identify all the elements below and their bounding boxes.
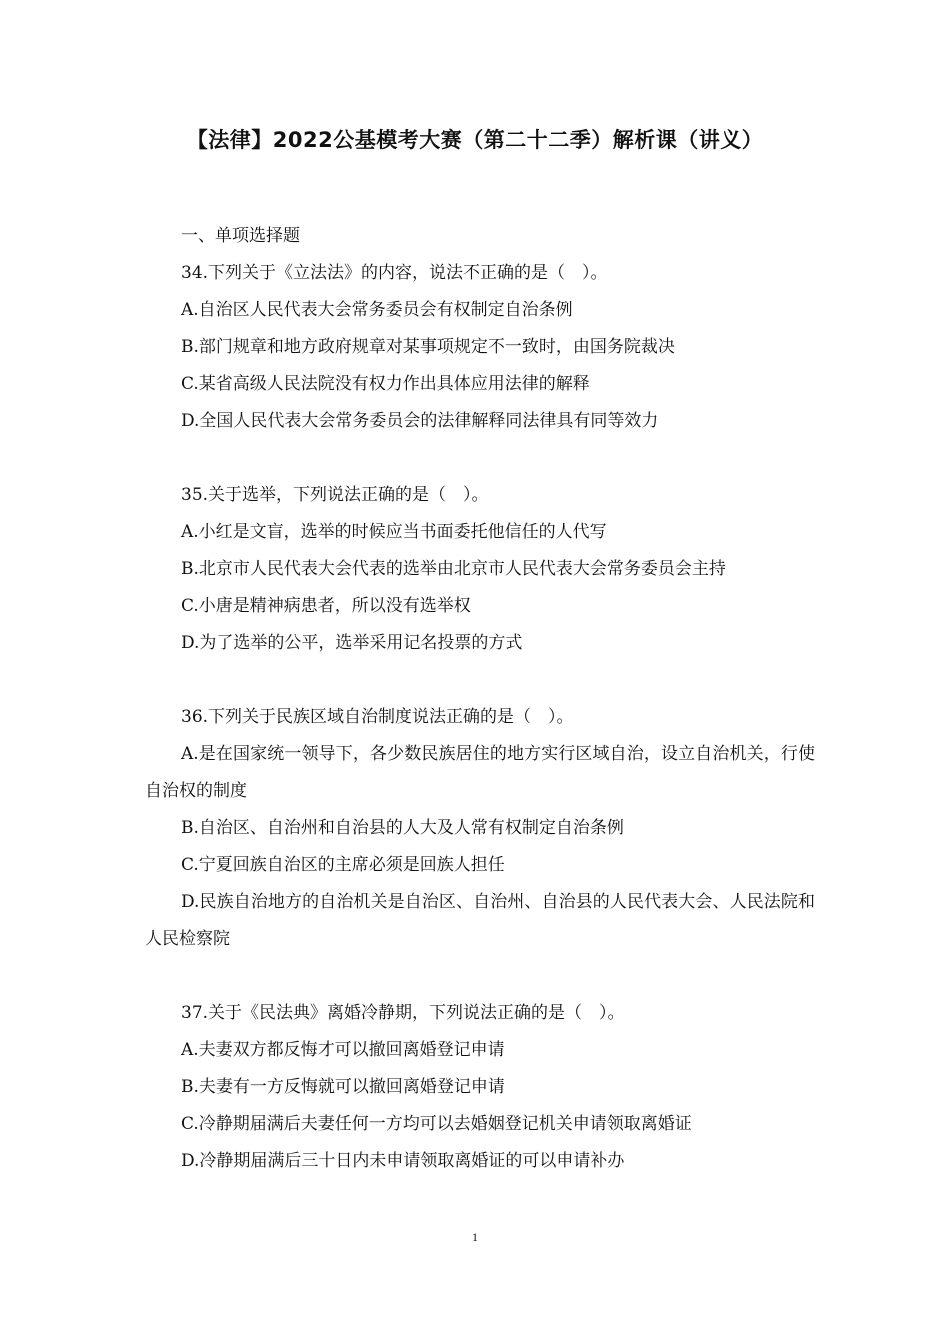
question-36 [145, 699, 815, 958]
option-a: A.小红是文盲，选举的时候应当书面委托他信任的人代写 [181, 522, 607, 542]
option-b: B.自治区、自治州和自治县的人大及人常有权制定自治条例 [181, 818, 624, 838]
question-stem: 34.下列关于《立法法》的内容，说法不正确的是（ ）。 [181, 263, 608, 283]
option-b: B.夫妻有一方反悔就可以撤回离婚登记申请 [181, 1077, 505, 1097]
question-37 [145, 995, 815, 1180]
section-heading: 一、单项选择题 [181, 226, 300, 246]
option-b: B.北京市人民代表大会代表的选举由北京市人民代表大会常务委员会主持 [181, 559, 726, 579]
option-b: B.部门规章和地方政府规章对某事项规定不一致时，由国务院裁决 [181, 337, 675, 357]
question-34 [145, 255, 815, 440]
option-c: C.小唐是精神病患者，所以没有选举权 [181, 596, 471, 616]
option-d: D.全国人民代表大会常务委员会的法律解释同法律具有同等效力 [181, 411, 659, 431]
option-d: D.民族自治地方的自治机关是自治区、自治州、自治县的人民代表大会、人民法院和人民检察院 [145, 892, 815, 949]
document-body [145, 218, 815, 1217]
option-d: D.为了选举的公平，选举采用记名投票的方式 [181, 633, 523, 653]
option-a: A.自治区人民代表大会常务委员会有权制定自治条例 [181, 300, 573, 320]
question-stem: 37.关于《民法典》离婚冷静期，下列说法正确的是（ ）。 [181, 1003, 625, 1023]
option-d: D.冷静期届满后三十日内未申请领取离婚证的可以申请补办 [181, 1151, 625, 1171]
option-a: A.是在国家统一领导下，各少数民族居住的地方实行区域自治，设立自治机关，行使自治权的制度 [145, 744, 815, 801]
option-c: C.某省高级人民法院没有权力作出具体应用法律的解释 [181, 374, 590, 394]
option-c: C.宁夏回族自治区的主席必须是回族人担任 [181, 855, 505, 875]
question-stem: 35.关于选举，下列说法正确的是（ ）。 [181, 485, 489, 505]
document-title: 【法律】2022公基模考大赛（第二十二季）解析课（讲义） [186, 128, 764, 152]
option-a: A.夫妻双方都反悔才可以撤回离婚登记申请 [181, 1040, 505, 1060]
page-number: 1 [472, 1230, 478, 1244]
option-c: C.冷静期届满后夫妻任何一方均可以去婚姻登记机关申请领取离婚证 [181, 1114, 692, 1134]
question-stem: 36.下列关于民族区域自治制度说法正确的是（ ）。 [181, 707, 574, 727]
question-35 [145, 477, 815, 662]
